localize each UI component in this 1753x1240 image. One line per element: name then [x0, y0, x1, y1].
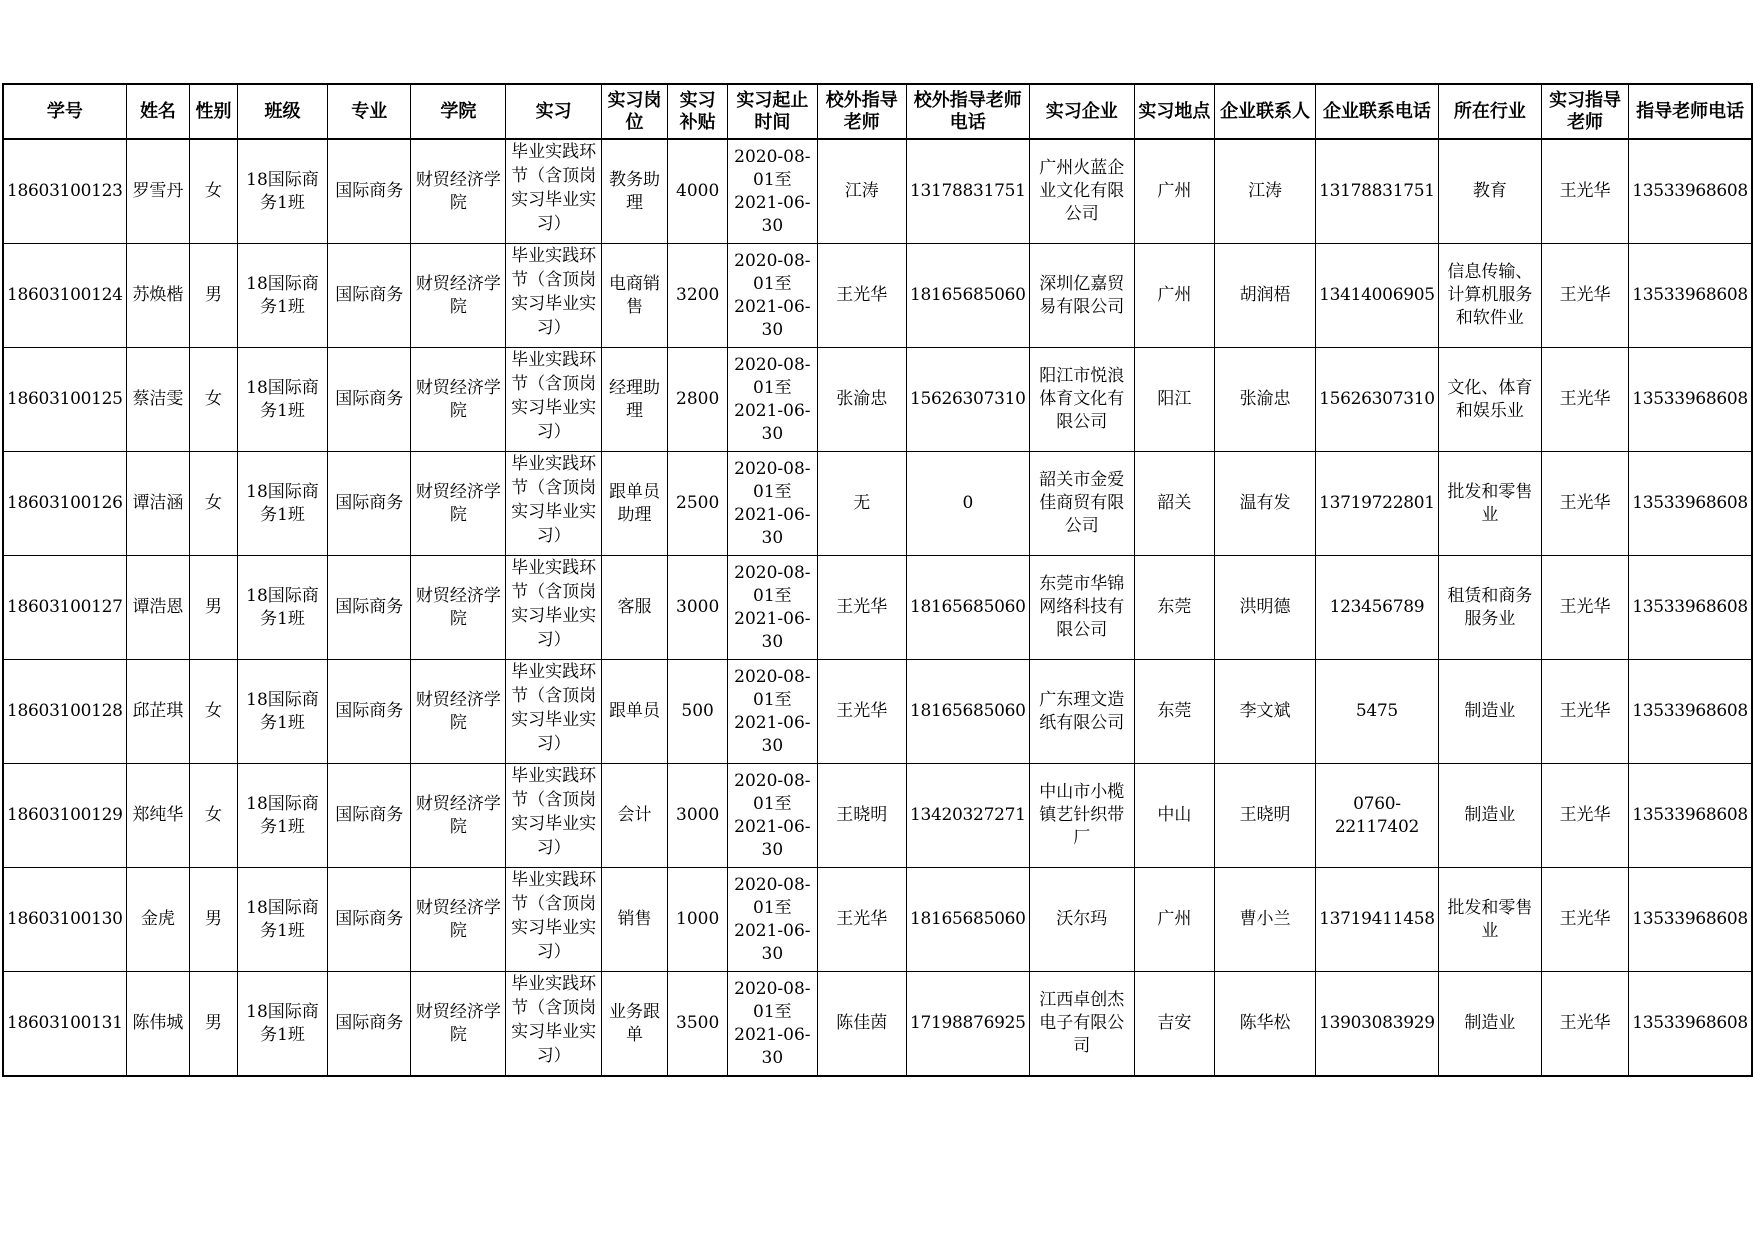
col-header-name: 姓名 [126, 84, 190, 139]
student-name-cell: 郑纯华 [126, 764, 190, 868]
student-name-cell: 蔡洁雯 [126, 348, 190, 452]
industry-cell: 制造业 [1438, 764, 1541, 868]
company-phone-cell: 123456789 [1316, 556, 1439, 660]
major-cell: 国际商务 [328, 660, 411, 764]
tutor-cell: 王光华 [1541, 139, 1628, 244]
college-cell: 财贸经济学院 [411, 348, 506, 452]
industry-cell: 制造业 [1438, 660, 1541, 764]
location-cell: 广州 [1134, 139, 1214, 244]
company-cell: 广东理文造纸有限公司 [1029, 660, 1134, 764]
col-header-class: 班级 [237, 84, 327, 139]
period-cell: 2020-08-01至2021-06-30 [728, 556, 818, 660]
period-cell: 2020-08-01至2021-06-30 [728, 244, 818, 348]
col-header-tutor-phone: 指导老师电话 [1629, 84, 1752, 139]
period-cell: 2020-08-01至2021-06-30 [728, 972, 818, 1077]
company-contact-cell: 温有发 [1215, 452, 1316, 556]
col-header-company: 实习企业 [1029, 84, 1134, 139]
post-cell: 经理助理 [601, 348, 667, 452]
col-header-practice: 实习 [506, 84, 601, 139]
industry-cell: 批发和零售业 [1438, 452, 1541, 556]
company-phone-cell: 5475 [1316, 660, 1439, 764]
college-cell: 财贸经济学院 [411, 660, 506, 764]
major-cell: 国际商务 [328, 972, 411, 1077]
practice-text: 毕业实践环节（含顶岗实习毕业实习） [511, 870, 597, 962]
external-teacher-phone-cell: 13420327271 [906, 764, 1029, 868]
practice-cell [506, 660, 601, 764]
external-teacher-phone-cell: 0 [906, 452, 1029, 556]
major-cell: 国际商务 [328, 244, 411, 348]
student-name-cell: 罗雪丹 [126, 139, 190, 244]
location-cell: 阳江 [1134, 348, 1214, 452]
college-cell: 财贸经济学院 [411, 556, 506, 660]
post-cell: 跟单员 [601, 660, 667, 764]
practice-cell [506, 556, 601, 660]
col-header-external-teacher: 校外指导老师 [817, 84, 906, 139]
table-row [3, 556, 1752, 660]
location-cell: 东莞 [1134, 660, 1214, 764]
practice-text: 毕业实践环节（含顶岗实习毕业实习） [511, 246, 597, 338]
gender-cell: 女 [190, 139, 238, 244]
post-cell: 客服 [601, 556, 667, 660]
tutor-cell: 王光华 [1541, 660, 1628, 764]
tutor-phone-cell: 13533968608 [1629, 764, 1752, 868]
tutor-cell: 王光华 [1541, 348, 1628, 452]
external-teacher-cell: 王晓明 [817, 764, 906, 868]
class-cell: 18国际商务1班 [237, 556, 327, 660]
col-header-external-teacher-phone: 校外指导老师电话 [906, 84, 1029, 139]
tutor-phone-cell: 13533968608 [1629, 660, 1752, 764]
post-cell: 跟单员助理 [601, 452, 667, 556]
subsidy-cell: 2800 [668, 348, 728, 452]
company-contact-cell: 江涛 [1215, 139, 1316, 244]
col-header-gender: 性别 [190, 84, 238, 139]
post-cell: 电商销售 [601, 244, 667, 348]
table-row [3, 972, 1752, 1077]
external-teacher-cell: 王光华 [817, 556, 906, 660]
student-name-cell: 谭浩恩 [126, 556, 190, 660]
student-name-cell: 陈伟城 [126, 972, 190, 1077]
subsidy-cell: 3200 [668, 244, 728, 348]
practice-cell [506, 764, 601, 868]
subsidy-cell: 4000 [668, 139, 728, 244]
class-cell: 18国际商务1班 [237, 868, 327, 972]
major-cell: 国际商务 [328, 452, 411, 556]
practice-cell [506, 244, 601, 348]
practice-cell [506, 348, 601, 452]
subsidy-cell: 3000 [668, 764, 728, 868]
location-cell: 吉安 [1134, 972, 1214, 1077]
major-cell: 国际商务 [328, 139, 411, 244]
gender-cell: 男 [190, 868, 238, 972]
internship-table [2, 83, 1753, 1077]
class-cell: 18国际商务1班 [237, 764, 327, 868]
post-cell: 业务跟单 [601, 972, 667, 1077]
industry-cell: 信息传输、计算机服务和软件业 [1438, 244, 1541, 348]
company-cell: 广州火蓝企业文化有限公司 [1029, 139, 1134, 244]
student-id-cell: 18603100130 [3, 868, 126, 972]
industry-cell: 制造业 [1438, 972, 1541, 1077]
period-cell: 2020-08-01至2021-06-30 [728, 660, 818, 764]
class-cell: 18国际商务1班 [237, 972, 327, 1077]
practice-text: 毕业实践环节（含顶岗实习毕业实习） [511, 974, 597, 1066]
college-cell: 财贸经济学院 [411, 868, 506, 972]
student-id-cell: 18603100127 [3, 556, 126, 660]
period-cell: 2020-08-01至2021-06-30 [728, 452, 818, 556]
tutor-phone-cell: 13533968608 [1629, 452, 1752, 556]
table-row [3, 660, 1752, 764]
location-cell: 韶关 [1134, 452, 1214, 556]
company-phone-cell: 13719411458 [1316, 868, 1439, 972]
company-cell: 中山市小榄镇艺针织带厂 [1029, 764, 1134, 868]
col-header-company-phone: 企业联系电话 [1316, 84, 1439, 139]
external-teacher-cell: 王光华 [817, 244, 906, 348]
practice-text: 毕业实践环节（含顶岗实习毕业实习） [511, 558, 597, 650]
period-cell: 2020-08-01至2021-06-30 [728, 764, 818, 868]
external-teacher-phone-cell: 18165685060 [906, 556, 1029, 660]
student-name-cell: 苏焕楷 [126, 244, 190, 348]
period-cell: 2020-08-01至2021-06-30 [728, 868, 818, 972]
external-teacher-phone-cell: 18165685060 [906, 660, 1029, 764]
subsidy-cell: 3500 [668, 972, 728, 1077]
major-cell: 国际商务 [328, 348, 411, 452]
external-teacher-cell: 江涛 [817, 139, 906, 244]
tutor-phone-cell: 13533968608 [1629, 244, 1752, 348]
student-id-cell: 18603100123 [3, 139, 126, 244]
col-header-company-contact: 企业联系人 [1215, 84, 1316, 139]
major-cell: 国际商务 [328, 868, 411, 972]
external-teacher-phone-cell: 15626307310 [906, 348, 1029, 452]
col-header-college: 学院 [411, 84, 506, 139]
class-cell: 18国际商务1班 [237, 660, 327, 764]
tutor-cell: 王光华 [1541, 556, 1628, 660]
student-name-cell: 金虎 [126, 868, 190, 972]
tutor-cell: 王光华 [1541, 868, 1628, 972]
header-row [3, 84, 1752, 139]
major-cell: 国际商务 [328, 556, 411, 660]
external-teacher-phone-cell: 17198876925 [906, 972, 1029, 1077]
external-teacher-phone-cell: 18165685060 [906, 868, 1029, 972]
gender-cell: 女 [190, 348, 238, 452]
gender-cell: 男 [190, 972, 238, 1077]
company-cell: 阳江市悦浪体育文化有限公司 [1029, 348, 1134, 452]
external-teacher-cell: 王光华 [817, 660, 906, 764]
class-cell: 18国际商务1班 [237, 244, 327, 348]
tutor-phone-cell: 13533968608 [1629, 868, 1752, 972]
subsidy-cell: 1000 [668, 868, 728, 972]
company-contact-cell: 胡润梧 [1215, 244, 1316, 348]
col-header-student-id: 学号 [3, 84, 126, 139]
external-teacher-cell: 张渝忠 [817, 348, 906, 452]
location-cell: 广州 [1134, 244, 1214, 348]
tutor-phone-cell: 13533968608 [1629, 348, 1752, 452]
tutor-phone-cell: 13533968608 [1629, 972, 1752, 1077]
tutor-phone-cell: 13533968608 [1629, 556, 1752, 660]
major-cell: 国际商务 [328, 764, 411, 868]
industry-cell: 批发和零售业 [1438, 868, 1541, 972]
company-contact-cell: 陈华松 [1215, 972, 1316, 1077]
tutor-cell: 王光华 [1541, 452, 1628, 556]
tutor-cell: 王光华 [1541, 764, 1628, 868]
practice-cell [506, 972, 601, 1077]
company-contact-cell: 王晓明 [1215, 764, 1316, 868]
practice-text: 毕业实践环节（含顶岗实习毕业实习） [511, 662, 597, 754]
gender-cell: 男 [190, 556, 238, 660]
student-id-cell: 18603100129 [3, 764, 126, 868]
practice-text: 毕业实践环节（含顶岗实习毕业实习） [511, 350, 597, 442]
student-id-cell: 18603100125 [3, 348, 126, 452]
company-contact-cell: 曹小兰 [1215, 868, 1316, 972]
external-teacher-cell: 无 [817, 452, 906, 556]
post-cell: 销售 [601, 868, 667, 972]
student-name-cell: 邱芷琪 [126, 660, 190, 764]
college-cell: 财贸经济学院 [411, 139, 506, 244]
table-row [3, 139, 1752, 244]
external-teacher-phone-cell: 13178831751 [906, 139, 1029, 244]
company-cell: 深圳亿嘉贸易有限公司 [1029, 244, 1134, 348]
table-row [3, 348, 1752, 452]
industry-cell: 文化、体育和娱乐业 [1438, 348, 1541, 452]
class-cell: 18国际商务1班 [237, 452, 327, 556]
col-header-post: 实习岗位 [601, 84, 667, 139]
college-cell: 财贸经济学院 [411, 764, 506, 868]
post-cell: 教务助理 [601, 139, 667, 244]
student-name-cell: 谭洁涵 [126, 452, 190, 556]
subsidy-cell: 500 [668, 660, 728, 764]
college-cell: 财贸经济学院 [411, 452, 506, 556]
tutor-phone-cell: 13533968608 [1629, 139, 1752, 244]
post-cell: 会计 [601, 764, 667, 868]
location-cell: 东莞 [1134, 556, 1214, 660]
col-header-tutor: 实习指导老师 [1541, 84, 1628, 139]
external-teacher-cell: 王光华 [817, 868, 906, 972]
class-cell: 18国际商务1班 [237, 139, 327, 244]
col-header-subsidy: 实习补贴 [668, 84, 728, 139]
practice-cell [506, 868, 601, 972]
company-phone-cell: 13178831751 [1316, 139, 1439, 244]
table-row [3, 244, 1752, 348]
tutor-cell: 王光华 [1541, 244, 1628, 348]
period-cell: 2020-08-01至2021-06-30 [728, 139, 818, 244]
company-contact-cell: 张渝忠 [1215, 348, 1316, 452]
gender-cell: 男 [190, 244, 238, 348]
location-cell: 广州 [1134, 868, 1214, 972]
gender-cell: 女 [190, 764, 238, 868]
subsidy-cell: 3000 [668, 556, 728, 660]
col-header-industry: 所在行业 [1438, 84, 1541, 139]
company-phone-cell: 0760-22117402 [1316, 764, 1439, 868]
table-row [3, 452, 1752, 556]
company-cell: 沃尔玛 [1029, 868, 1134, 972]
company-phone-cell: 15626307310 [1316, 348, 1439, 452]
practice-cell [506, 139, 601, 244]
col-header-location: 实习地点 [1134, 84, 1214, 139]
gender-cell: 女 [190, 660, 238, 764]
period-cell: 2020-08-01至2021-06-30 [728, 348, 818, 452]
table-row [3, 868, 1752, 972]
company-cell: 江西卓创杰电子有限公司 [1029, 972, 1134, 1077]
external-teacher-phone-cell: 18165685060 [906, 244, 1029, 348]
company-contact-cell: 李文斌 [1215, 660, 1316, 764]
col-header-period: 实习起止时间 [728, 84, 818, 139]
company-phone-cell: 13903083929 [1316, 972, 1439, 1077]
student-id-cell: 18603100128 [3, 660, 126, 764]
col-header-major: 专业 [328, 84, 411, 139]
practice-cell [506, 452, 601, 556]
industry-cell: 教育 [1438, 139, 1541, 244]
practice-text: 毕业实践环节（含顶岗实习毕业实习） [511, 142, 597, 234]
company-cell: 东莞市华锦网络科技有限公司 [1029, 556, 1134, 660]
external-teacher-cell: 陈佳茵 [817, 972, 906, 1077]
company-phone-cell: 13414006905 [1316, 244, 1439, 348]
college-cell: 财贸经济学院 [411, 244, 506, 348]
gender-cell: 女 [190, 452, 238, 556]
practice-text: 毕业实践环节（含顶岗实习毕业实习） [511, 454, 597, 546]
college-cell: 财贸经济学院 [411, 972, 506, 1077]
company-contact-cell: 洪明德 [1215, 556, 1316, 660]
company-cell: 韶关市金爱佳商贸有限公司 [1029, 452, 1134, 556]
practice-text: 毕业实践环节（含顶岗实习毕业实习） [511, 766, 597, 858]
table-row [3, 764, 1752, 868]
student-id-cell: 18603100124 [3, 244, 126, 348]
class-cell: 18国际商务1班 [237, 348, 327, 452]
student-id-cell: 18603100131 [3, 972, 126, 1077]
tutor-cell: 王光华 [1541, 972, 1628, 1077]
subsidy-cell: 2500 [668, 452, 728, 556]
industry-cell: 租赁和商务服务业 [1438, 556, 1541, 660]
company-phone-cell: 13719722801 [1316, 452, 1439, 556]
location-cell: 中山 [1134, 764, 1214, 868]
student-id-cell: 18603100126 [3, 452, 126, 556]
